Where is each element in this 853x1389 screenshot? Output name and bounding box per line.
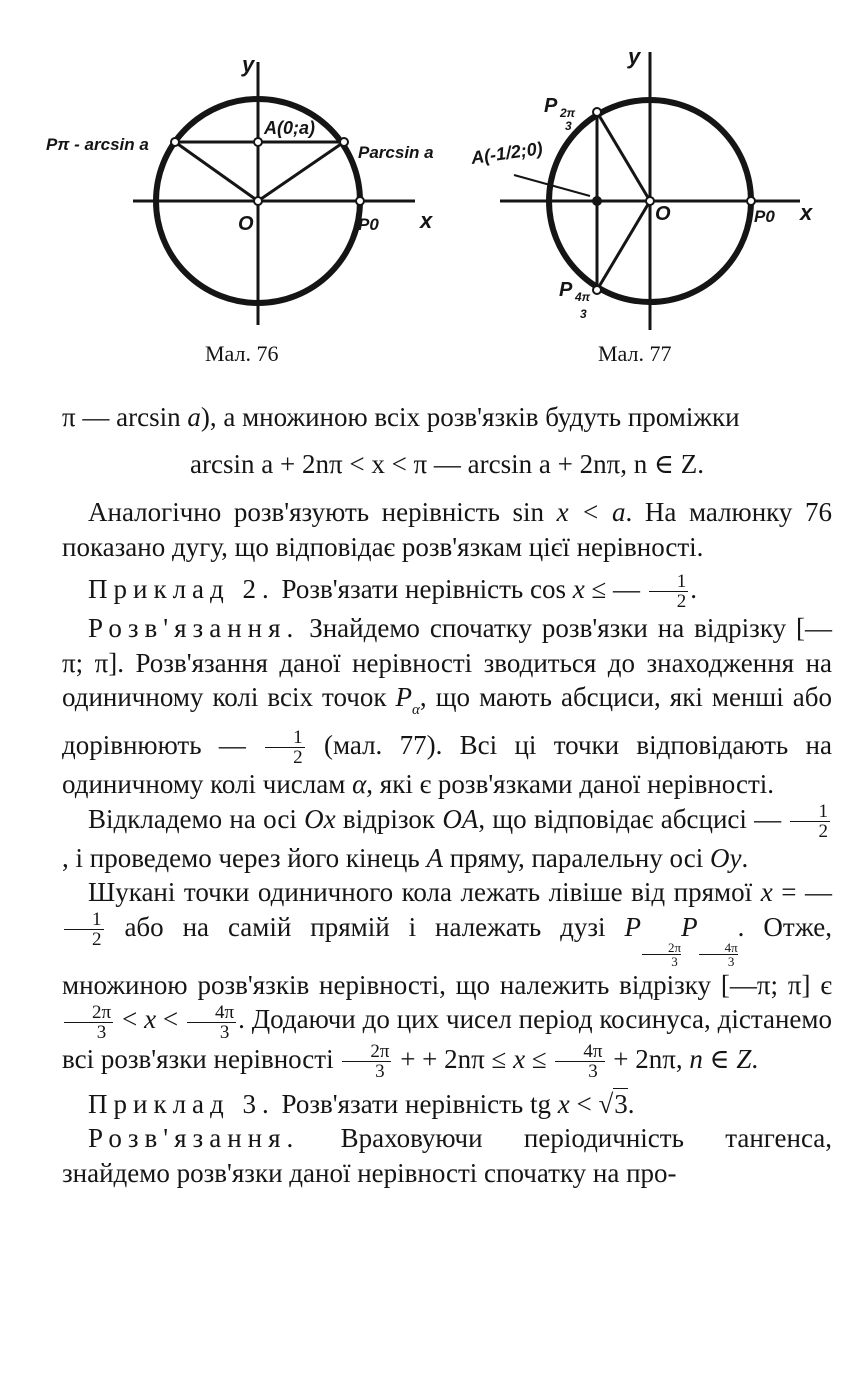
p-bot-label: P <box>559 279 573 301</box>
solution-2 <box>62 611 832 801</box>
numerator: 1 <box>649 572 689 592</box>
root-value: 3 <box>614 1088 628 1119</box>
point-top <box>593 108 601 116</box>
denominator: 2 <box>293 747 303 769</box>
numerator: 4π <box>699 941 738 955</box>
numerator: 1 <box>265 728 305 748</box>
text-fragment: x <box>557 1088 570 1119</box>
text-fragment: < √ <box>569 1088 614 1119</box>
denominator: 2 <box>818 820 828 842</box>
denominator: 3 <box>727 953 735 969</box>
caption-77: Мал. 77 <box>598 341 672 366</box>
p-top-den: 3 <box>565 119 572 133</box>
numerator: 1 <box>790 802 830 822</box>
example-label: Приклад 3. <box>88 1088 275 1119</box>
example-label: Приклад 2. <box>88 574 275 604</box>
point-a <box>592 196 602 206</box>
a-label: A(0;a) <box>264 118 316 138</box>
text-fragment: , і проведемо через його кінець <box>62 842 427 873</box>
example-2 <box>62 572 832 611</box>
numerator: 2π <box>342 1042 391 1062</box>
numerator: 2π <box>64 1003 113 1023</box>
text-fragment: P <box>624 911 641 942</box>
x-label: x <box>420 208 433 233</box>
text-fragment: Oy <box>709 842 742 873</box>
fraction <box>555 1042 604 1081</box>
text-fragment: , які є розв'язками даної нерівності. <box>366 769 775 800</box>
text-fragment: або на самій прямій і належать дузі <box>105 911 625 942</box>
fraction <box>342 1042 391 1081</box>
caption-76: Мал. 76 <box>205 341 279 366</box>
point-bottom <box>593 286 601 294</box>
solution-label: Розв'язання. <box>88 1123 300 1154</box>
text-fragment: < <box>115 1004 145 1035</box>
origin-label: O <box>238 213 254 235</box>
p-left-label: Pπ - arcsin a <box>46 135 149 154</box>
text-fragment: + + 2nπ ≤ <box>393 1043 514 1074</box>
text-fragment: OA <box>442 803 479 834</box>
text-fragment: . Отже, множиною розв'язків нерівності, що належить відрізку [—π; π] є <box>62 911 832 1000</box>
fraction <box>64 910 104 949</box>
numerator: 4π <box>555 1042 604 1062</box>
example-3 <box>62 1087 832 1122</box>
text-fragment: . На малюнку 76 показано дугу, що відповідає розв'язкам цієї нерівності. <box>62 497 832 562</box>
p-bot-num: 4π <box>575 290 591 304</box>
text-fragment: Розв'язати нерівність tg <box>274 1088 558 1119</box>
radius-top <box>597 112 650 201</box>
text-fragment: Аналогічно розв'язують нерівність sin <box>88 497 557 527</box>
body-text <box>62 400 832 1190</box>
text-fragment: x <box>572 574 585 604</box>
text-fragment: Розв'язати нерівність cos <box>274 574 573 604</box>
numerator: 4π <box>187 1003 236 1023</box>
subscript-fraction <box>642 941 681 968</box>
subscript-fraction <box>699 941 738 968</box>
text-fragment: π — arcsin <box>62 402 188 432</box>
text-fragment: x <box>144 1004 157 1035</box>
p0-label: P0 <box>754 207 775 226</box>
text-fragment: α <box>412 702 420 719</box>
solution-3 <box>62 1121 832 1190</box>
text-fragment: = — <box>772 877 832 908</box>
text-fragment: A <box>426 842 443 873</box>
text-fragment: P <box>681 911 698 942</box>
p-top-num: 2π <box>560 106 576 120</box>
fraction <box>187 1003 236 1042</box>
denominator: 2 <box>92 929 102 951</box>
text-fragment: Шукані точки одиничного кола лежать лівіше від прямої <box>88 877 761 908</box>
text-fragment: ≤ — <box>584 574 647 604</box>
paragraph-2 <box>62 495 832 564</box>
y-label: y <box>242 52 255 77</box>
y-label: y <box>628 44 641 69</box>
denominator: 2 <box>676 591 687 613</box>
text-fragment: . <box>690 574 698 604</box>
fraction <box>265 728 305 767</box>
p-right-label: Parcsin a <box>358 143 434 162</box>
text-fragment: ≤ <box>525 1043 554 1074</box>
fraction <box>649 572 689 611</box>
fraction <box>64 1003 113 1042</box>
formula-text: arcsin a + 2nπ < x < π — arcsin a + 2nπ, n ∈ Z. <box>190 448 704 479</box>
text-fragment: Відкладемо на осі <box>88 803 305 834</box>
text-fragment: ∈ <box>702 1043 737 1074</box>
text-fragment: Враховуючи періодичність тангенса, знайдемо розв'язки даної нерівності спочатку на про- <box>62 1123 832 1188</box>
numerator: 2π <box>642 941 681 955</box>
a-label: A(-1/2;0) <box>469 138 544 168</box>
paragraph-1 <box>62 400 832 435</box>
text-fragment: α <box>352 769 367 800</box>
fraction <box>790 802 830 841</box>
p0-label: P0 <box>358 215 379 234</box>
x-label: x <box>800 200 813 225</box>
text-fragment: . <box>627 1088 635 1119</box>
text-fragment: x <box>760 877 773 908</box>
text-fragment: . <box>751 1043 759 1074</box>
text-fragment: Знайдемо спочатку розв'язки на відрізку [—π; π]. Розв'язання даної нерівності зводиться до знаходження на одиничному колі всіх точок <box>62 613 832 713</box>
origin-label: O <box>655 203 671 225</box>
text-fragment: P <box>395 682 413 713</box>
p-bot-den: 3 <box>580 307 587 321</box>
text-fragment: x <box>513 1043 526 1074</box>
text-fragment: + 2nπ, <box>606 1043 690 1074</box>
point-origin <box>646 197 654 205</box>
text-fragment: відрізок <box>335 803 443 834</box>
text-fragment: Z <box>736 1043 752 1074</box>
text-fragment: (мал. 77). Всі ці точки відповідають на одиничному колі числам <box>62 729 832 800</box>
text-fragment: n <box>689 1043 703 1074</box>
text-fragment: < <box>156 1004 186 1035</box>
denominator: 3 <box>375 1060 385 1082</box>
point-p0 <box>747 197 755 205</box>
text-fragment: пряму, паралельну осі <box>442 842 710 873</box>
denominator: 3 <box>219 1021 230 1043</box>
text-fragment: a <box>187 402 201 432</box>
formula-1 <box>62 447 832 482</box>
text-fragment: ), а множиною всіх розв'язків будуть проміжки <box>200 402 740 432</box>
paragraph-5 <box>62 875 832 1081</box>
numerator: 1 <box>64 910 104 930</box>
text-fragment: . Додаючи до цих чисел період косинуса, дістанемо всі розв'язки нерівності <box>62 1004 832 1074</box>
text-fragment: , що відповідає абсцисі — <box>478 803 789 834</box>
text-fragment: . <box>741 842 749 873</box>
text-fragment: , що мають абсциси, які менші або дорівнюють — <box>62 682 832 760</box>
text-fragment: Ox <box>304 803 336 834</box>
denominator: 3 <box>588 1060 598 1082</box>
solution-label: Розв'язання. <box>88 613 300 644</box>
text-fragment: x < a <box>556 497 626 527</box>
p-top-label: P <box>544 95 558 117</box>
radius-bottom <box>597 201 650 290</box>
denominator: 3 <box>96 1021 107 1043</box>
denominator: 3 <box>671 953 678 969</box>
paragraph-4 <box>62 802 832 876</box>
figure-77 <box>0 0 853 340</box>
